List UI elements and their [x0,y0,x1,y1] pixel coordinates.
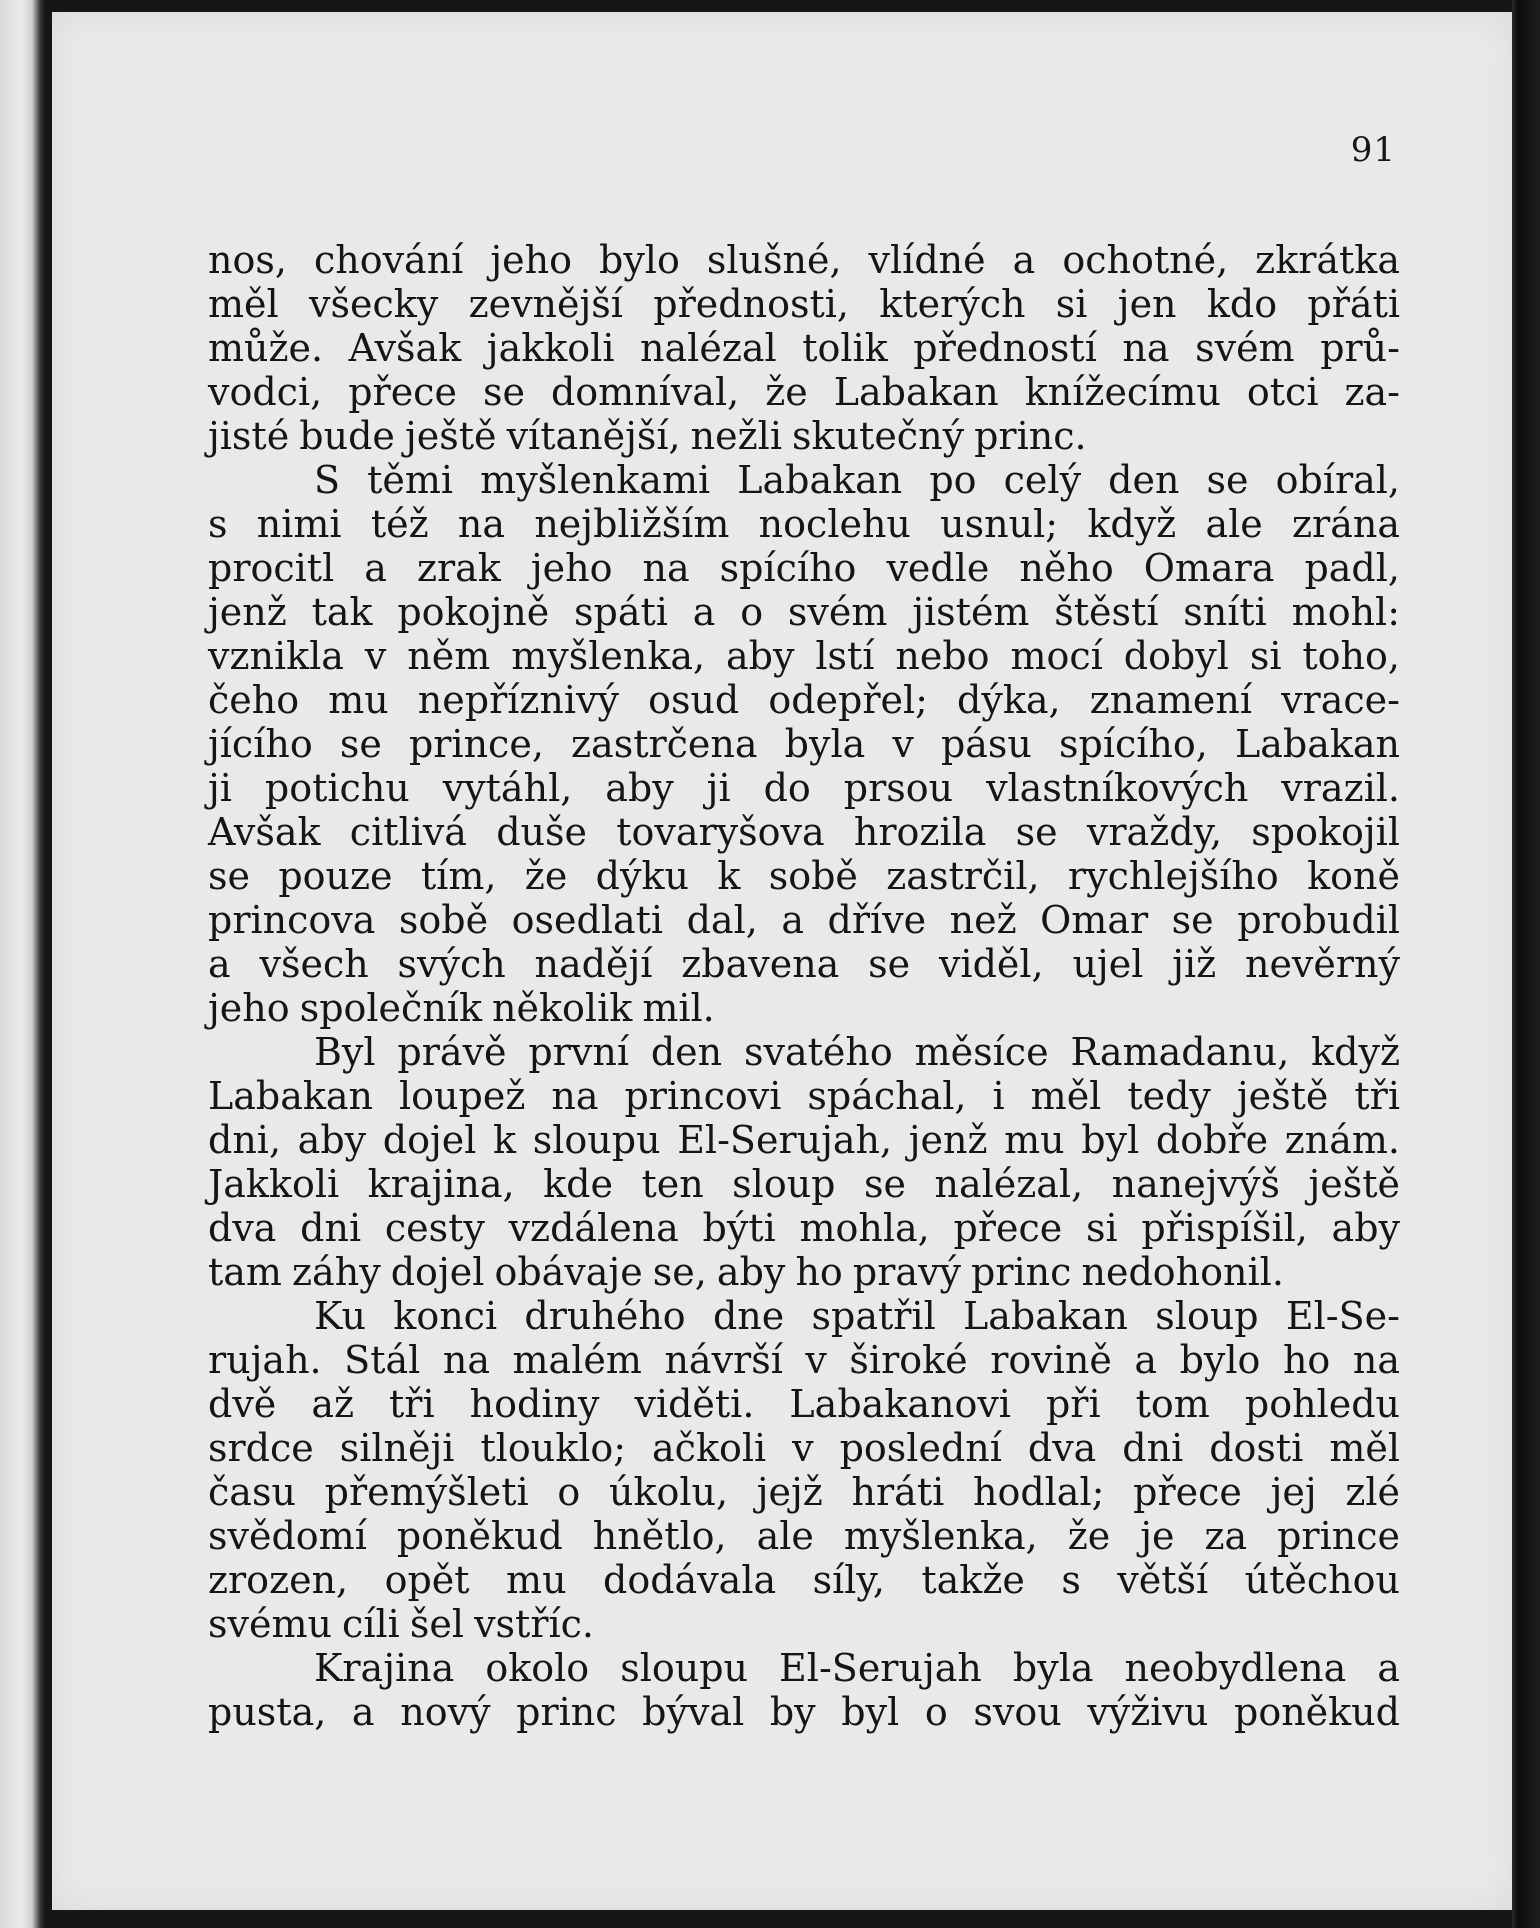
text-line: vznikla v něm myšlenka, aby lstí nebo mocí dobyl si toho, [208,634,1400,678]
text-line: Ku konci druhého dne spatřil Labakan sloup El-Se- [314,1294,1400,1338]
text-line: procitl a zrak jeho na spícího vedle něho Omara padl, [208,546,1400,590]
text-line: S těmi myšlenkami Labakan po celý den se obíral, [314,458,1400,502]
text-line: jenž tak pokojně spáti a o svém jistém štěstí sníti mohl: [208,590,1400,634]
text-line: jisté bude ještě vítanější, nežli skutečný princ. [208,414,1087,458]
text-line: se pouze tím, že dýku k sobě zastrčil, rychlejšího koně [208,854,1400,898]
text-line: může. Avšak jakkoli nalézal tolik předností na svém prů- [208,326,1400,370]
text-line: dni, aby dojel k sloupu El-Serujah, jenž mu byl dobře znám. [208,1118,1400,1162]
book-binding-edge [0,0,46,1928]
text-line: Byl právě první den svatého měsíce Ramadanu, když [314,1030,1400,1074]
text-line: svému cíli šel vstříc. [208,1602,595,1646]
page-number: 91 [1350,130,1396,170]
text-line: nos, chování jeho bylo slušné, vlídné a ochotné, zkrátka [208,238,1400,282]
text-line: princova sobě osedlati dal, a dříve než Omar se probudil [208,898,1400,942]
book-page [52,12,1512,1910]
text-line: Jakkoli krajina, kde ten sloup se nalézal, nanejvýš ještě [208,1162,1400,1206]
text-line: Labakan loupež na princovi spáchal, i měl tedy ještě tři [208,1074,1400,1118]
text-line: měl všecky zevnější přednosti, kterých si jen kdo přáti [208,282,1400,326]
text-line: dva dni cesty vzdálena býti mohla, přece si přispíšil, aby [208,1206,1400,1250]
text-line: pusta, a nový princ býval by byl o svou výživu poněkud [208,1690,1400,1734]
text-line: dvě až tři hodiny viděti. Labakanovi při tom pohledu [208,1382,1400,1426]
text-line: a všech svých nadějí zbavena se viděl, ujel již nevěrný [208,942,1400,986]
body-text [208,238,1400,1734]
text-line: svědomí poněkud hnětlo, ale myšlenka, že je za prince [208,1514,1400,1558]
text-line: rujah. Stál na malém návrší v široké rovině a bylo ho na [208,1338,1400,1382]
text-line: Avšak citlivá duše tovaryšova hrozila se vraždy, spokojil [208,810,1400,854]
text-line: s nimi též na nejbližším noclehu usnul; když ale zrána [208,502,1400,546]
text-line: Krajina okolo sloupu El-Serujah byla neobydlena a [314,1646,1400,1690]
text-line: jeho společník několik mil. [208,986,715,1030]
text-line: vodci, přece se domníval, že Labakan knížecímu otci za- [208,370,1400,414]
text-line: jícího se prince, zastrčena byla v pásu spícího, Labakan [208,722,1400,766]
text-line: tam záhy dojel obávaje se, aby ho pravý princ nedohonil. [208,1250,1284,1294]
page-right-edge [1512,0,1540,1928]
text-line: srdce silněji tlouklo; ačkoli v poslední dva dni dosti měl [208,1426,1400,1470]
text-line: čeho mu nepříznivý osud odepřel; dýka, znamení vrace- [208,678,1400,722]
text-line: času přemýšleti o úkolu, jejž hráti hodlal; přece jej zlé [208,1470,1400,1514]
text-line: ji potichu vytáhl, aby ji do prsou vlastníkových vrazil. [208,766,1400,810]
text-line: zrozen, opět mu dodávala síly, takže s větší útěchou [208,1558,1400,1602]
